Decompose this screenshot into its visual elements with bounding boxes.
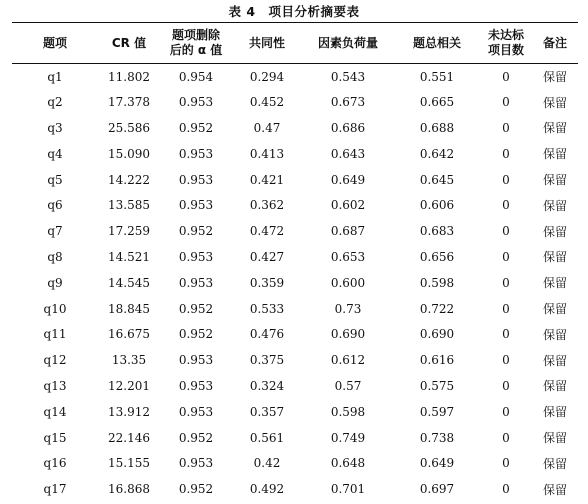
unmet-count-cell: 0 (502, 146, 510, 161)
cr-value-cell: 14.521 (108, 249, 150, 264)
loading-cell: 0.602 (330, 198, 366, 213)
item-cell: q15 (43, 430, 67, 445)
unmet-count-cell: 0 (502, 353, 510, 368)
cr-value-cell: 22.146 (108, 430, 150, 445)
remark-cell: 保留 (542, 70, 567, 85)
table-title: 项目分析摘要表 (268, 4, 360, 19)
remark-cell: 保留 (542, 353, 567, 368)
unmet-count-cell: 0 (502, 95, 510, 110)
correlation-cell: 0.738 (419, 430, 455, 445)
loading-cell: 0.57 (334, 378, 362, 393)
loading-cell: 0.648 (330, 456, 366, 471)
alpha-cell: 0.952 (178, 120, 214, 135)
cr-value-cell: 25.586 (108, 120, 150, 135)
correlation-cell: 0.642 (419, 146, 455, 161)
correlation-cell: 0.616 (419, 353, 455, 368)
unmet-count-cell: 0 (502, 482, 510, 497)
cr-value-cell: 16.675 (108, 327, 150, 342)
header-factor-loading: 因素负荷量 (302, 23, 394, 64)
item-cell: q11 (43, 327, 67, 342)
remark-cell: 保留 (542, 173, 567, 188)
table-row (12, 192, 578, 218)
item-cell: q3 (47, 120, 63, 135)
table-row (12, 64, 578, 90)
header-alpha-if-deleted: 题项删除 后的 α 值 (160, 23, 232, 64)
communality-cell: 0.452 (249, 95, 285, 110)
table-row (12, 347, 578, 373)
communality-cell: 0.47 (253, 120, 281, 135)
alpha-cell: 0.953 (178, 353, 214, 368)
unmet-count-cell: 0 (502, 327, 510, 342)
alpha-cell: 0.953 (178, 275, 214, 290)
header-communality: 共同性 (232, 23, 302, 64)
header-row (12, 23, 578, 64)
loading-cell: 0.612 (330, 353, 366, 368)
table-row (12, 476, 578, 502)
table-row (12, 321, 578, 347)
cr-value-cell: 13.912 (108, 404, 150, 419)
unmet-count-cell: 0 (502, 249, 510, 264)
correlation-cell: 0.697 (419, 482, 455, 497)
correlation-cell: 0.551 (419, 69, 455, 84)
item-cell: q17 (43, 482, 67, 497)
alpha-cell: 0.952 (178, 224, 214, 239)
correlation-cell: 0.575 (419, 378, 455, 393)
loading-cell: 0.643 (330, 146, 366, 161)
unmet-count-cell: 0 (502, 456, 510, 471)
cr-value-cell: 16.868 (108, 482, 150, 497)
unmet-count-cell: 0 (502, 224, 510, 239)
communality-cell: 0.476 (249, 327, 285, 342)
cr-value-cell: 15.155 (108, 456, 150, 471)
loading-cell: 0.73 (334, 301, 362, 316)
item-cell: q9 (47, 275, 63, 290)
correlation-cell: 0.688 (419, 120, 455, 135)
correlation-cell: 0.597 (419, 404, 455, 419)
header-item: 题项 (12, 23, 98, 64)
remark-cell: 保留 (542, 456, 567, 471)
communality-cell: 0.362 (249, 198, 285, 213)
alpha-cell: 0.952 (178, 327, 214, 342)
communality-cell: 0.427 (249, 249, 285, 264)
unmet-count-cell: 0 (502, 378, 510, 393)
alpha-cell: 0.953 (178, 146, 214, 161)
alpha-cell: 0.953 (178, 172, 214, 187)
loading-cell: 0.687 (330, 224, 366, 239)
table-row (12, 399, 578, 425)
alpha-cell: 0.953 (178, 456, 214, 471)
remark-cell: 保留 (542, 379, 567, 394)
table-row (12, 450, 578, 476)
correlation-cell: 0.656 (419, 249, 455, 264)
item-cell: q1 (47, 69, 63, 84)
header-cr-value: CR 值 (98, 23, 160, 64)
table-row (12, 425, 578, 451)
loading-cell: 0.686 (330, 120, 366, 135)
item-analysis-table (12, 22, 578, 502)
remark-cell: 保留 (542, 224, 567, 239)
remark-cell: 保留 (542, 302, 567, 317)
loading-cell: 0.749 (330, 430, 366, 445)
table-body (12, 64, 578, 503)
loading-cell: 0.673 (330, 95, 366, 110)
cr-value-cell: 14.545 (108, 275, 150, 290)
remark-cell: 保留 (542, 250, 567, 265)
communality-cell: 0.472 (249, 224, 285, 239)
remark-cell: 保留 (542, 198, 567, 213)
loading-cell: 0.690 (330, 327, 366, 342)
loading-cell: 0.701 (330, 482, 366, 497)
table-row (12, 167, 578, 193)
correlation-cell: 0.606 (419, 198, 455, 213)
item-cell: q5 (47, 172, 63, 187)
communality-cell: 0.42 (253, 456, 281, 471)
alpha-cell: 0.952 (178, 430, 214, 445)
remark-cell: 保留 (542, 95, 567, 110)
communality-cell: 0.359 (249, 275, 285, 290)
item-cell: q6 (47, 198, 63, 213)
remark-cell: 保留 (542, 405, 567, 420)
correlation-cell: 0.645 (419, 172, 455, 187)
item-cell: q13 (43, 378, 67, 393)
item-cell: q14 (43, 404, 67, 419)
unmet-count-cell: 0 (502, 430, 510, 445)
alpha-cell: 0.952 (178, 301, 214, 316)
cr-value-cell: 14.222 (108, 172, 150, 187)
correlation-cell: 0.598 (419, 275, 455, 290)
cr-value-cell: 13.35 (111, 353, 147, 368)
header-item-total-correlation: 题总相关 (394, 23, 480, 64)
header-remark: 备注 (532, 23, 578, 64)
table-row (12, 218, 578, 244)
table-row (12, 373, 578, 399)
correlation-cell: 0.665 (419, 95, 455, 110)
remark-cell: 保留 (542, 121, 567, 136)
remark-cell: 保留 (542, 147, 567, 162)
unmet-count-cell: 0 (502, 275, 510, 290)
communality-cell: 0.324 (249, 378, 285, 393)
unmet-count-cell: 0 (502, 404, 510, 419)
header-unmet-count: 未达标 项目数 (480, 23, 532, 64)
correlation-cell: 0.649 (419, 456, 455, 471)
communality-cell: 0.294 (249, 69, 285, 84)
item-cell: q12 (43, 353, 67, 368)
remark-cell: 保留 (542, 482, 567, 497)
alpha-cell: 0.953 (178, 378, 214, 393)
cr-value-cell: 12.201 (108, 378, 150, 393)
unmet-count-cell: 0 (502, 172, 510, 187)
loading-cell: 0.598 (330, 404, 366, 419)
unmet-count-cell: 0 (502, 120, 510, 135)
communality-cell: 0.375 (249, 353, 285, 368)
correlation-cell: 0.683 (419, 224, 455, 239)
cr-value-cell: 17.378 (108, 95, 150, 110)
cr-value-cell: 13.585 (108, 198, 150, 213)
remark-cell: 保留 (542, 327, 567, 342)
table-caption (0, 2, 588, 20)
item-cell: q2 (47, 95, 63, 110)
alpha-cell: 0.953 (178, 198, 214, 213)
unmet-count-cell: 0 (502, 301, 510, 316)
communality-cell: 0.413 (249, 146, 285, 161)
communality-cell: 0.492 (249, 482, 285, 497)
cr-value-cell: 15.090 (108, 146, 150, 161)
item-cell: q16 (43, 456, 67, 471)
alpha-cell: 0.952 (178, 482, 214, 497)
communality-cell: 0.421 (249, 172, 285, 187)
table-row (12, 115, 578, 141)
communality-cell: 0.533 (249, 301, 285, 316)
alpha-cell: 0.953 (178, 95, 214, 110)
item-cell: q8 (47, 249, 63, 264)
communality-cell: 0.357 (249, 404, 285, 419)
item-cell: q4 (47, 146, 63, 161)
loading-cell: 0.649 (330, 172, 366, 187)
table-row (12, 244, 578, 270)
table-row (12, 296, 578, 322)
remark-cell: 保留 (542, 431, 567, 446)
unmet-count-cell: 0 (502, 198, 510, 213)
table-number: 表 4 (228, 4, 256, 19)
alpha-cell: 0.954 (178, 69, 214, 84)
table-row (12, 141, 578, 167)
table-row (12, 89, 578, 115)
communality-cell: 0.561 (249, 430, 285, 445)
loading-cell: 0.653 (330, 249, 366, 264)
alpha-cell: 0.953 (178, 249, 214, 264)
correlation-cell: 0.690 (419, 327, 455, 342)
table-row (12, 270, 578, 296)
cr-value-cell: 11.802 (108, 69, 150, 84)
cr-value-cell: 18.845 (108, 301, 150, 316)
alpha-cell: 0.953 (178, 404, 214, 419)
item-cell: q7 (47, 224, 63, 239)
cr-value-cell: 17.259 (108, 224, 150, 239)
remark-cell: 保留 (542, 276, 567, 291)
loading-cell: 0.600 (330, 275, 366, 290)
loading-cell: 0.543 (330, 69, 366, 84)
item-cell: q10 (43, 301, 67, 316)
correlation-cell: 0.722 (419, 301, 455, 316)
unmet-count-cell: 0 (502, 69, 510, 84)
